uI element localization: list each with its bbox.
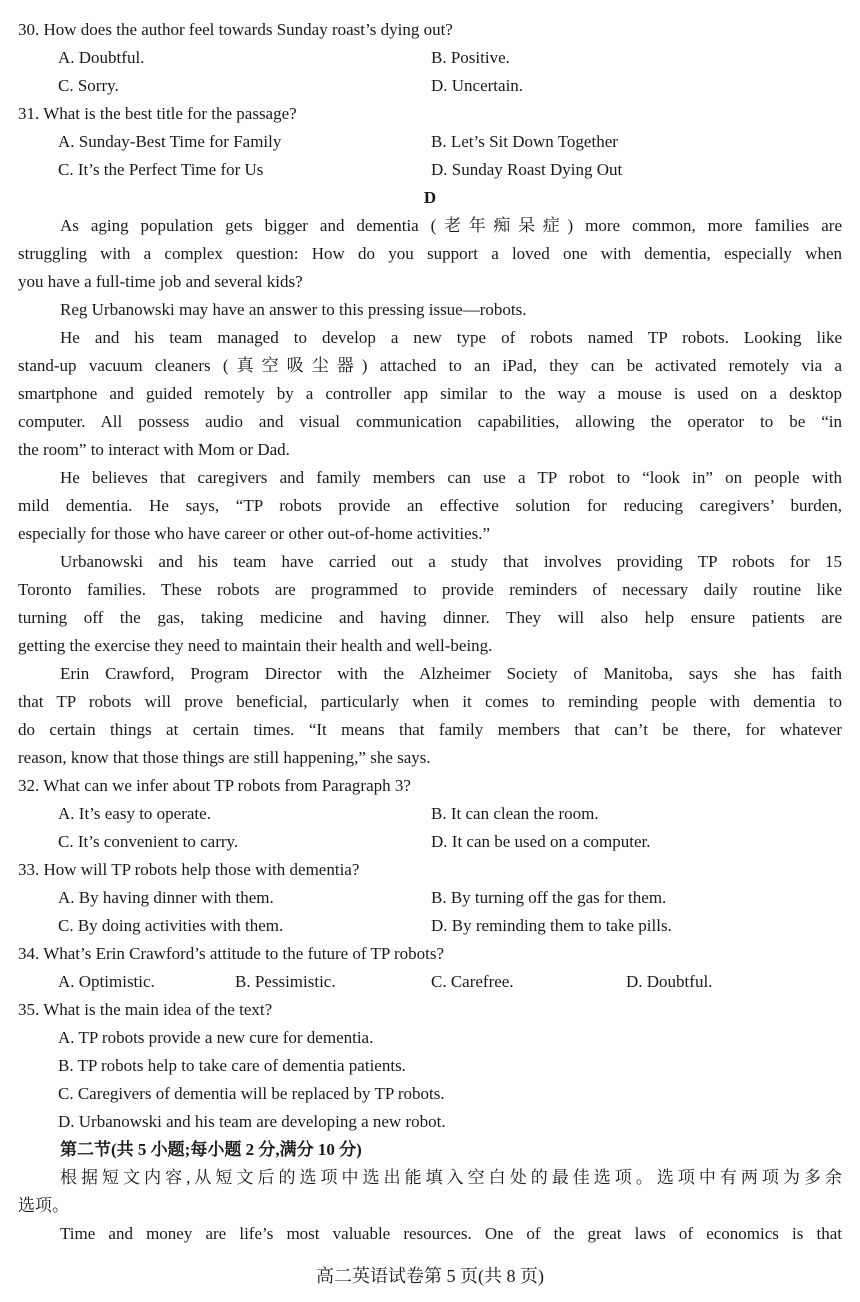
passage-line: stand-up vacuum cleaners (真空吸尘器) attached to an iPad, they can be activated remotely via a xyxy=(18,356,842,375)
section-label: D xyxy=(423,188,437,207)
q32-option-c: C. It’s convenient to carry. xyxy=(58,832,239,851)
q33-option-a: A. By having dinner with them. xyxy=(58,888,274,907)
q31-option-c: C. It’s the Perfect Time for Us xyxy=(58,160,264,179)
q33-option-c: C. By doing activities with them. xyxy=(58,916,284,935)
q34-option-c: C. Carefree. xyxy=(431,972,514,991)
passage-line: mild dementia. He says, “TP robots provide an effective solution for reducing caregivers’ burden, xyxy=(18,496,842,515)
section2-instruction: 根据短文内容,从短文后的选项中选出能填入空白处的最佳选项。选项中有两项为多余 xyxy=(60,1168,842,1187)
q31-stem: 31. What is the best title for the passage? xyxy=(18,104,297,123)
q32-stem: 32. What can we infer about TP robots from Paragraph 3? xyxy=(18,776,411,795)
passage-line: As aging population gets bigger and dementia (老年痴呆症) more common, more families are xyxy=(60,216,842,235)
q30-stem: 30. How does the author feel towards Sunday roast’s dying out? xyxy=(18,20,453,39)
passage-line: that TP robots will prove beneficial, particularly when it comes to reminding people with dementia to xyxy=(18,692,842,711)
q33-stem: 33. How will TP robots help those with dementia? xyxy=(18,860,360,879)
section2-heading: 第二节(共 5 小题;每小题 2 分,满分 10 分) xyxy=(60,1140,362,1159)
passage-line: reason, know that those things are still happening,” she says. xyxy=(18,748,431,767)
q31-option-d: D. Sunday Roast Dying Out xyxy=(431,160,623,179)
passage-line: turning off the gas, taking medicine and having dinner. They will also help ensure patients are xyxy=(18,608,842,627)
passage-line: computer. All possess audio and visual communication capabilities, allowing the operator to be “in xyxy=(18,412,842,431)
q32-option-d: D. It can be used on a computer. xyxy=(431,832,651,851)
passage-line: He and his team managed to develop a new type of robots named TP robots. Looking like xyxy=(60,328,842,347)
passage-line: struggling with a complex question: How do you support a loved one with dementia, especially when xyxy=(18,244,842,263)
passage-line: Toronto families. These robots are programmed to provide reminders of necessary daily routine like xyxy=(18,580,842,599)
passage-line: Reg Urbanowski may have an answer to this pressing issue—robots. xyxy=(60,300,527,319)
passage-line: you have a full-time job and several kids? xyxy=(18,272,303,291)
page-footer: 高二英语试卷第 5 页(共 8 页) xyxy=(316,1266,544,1286)
passage-line: especially for those who have career or other out-of-home activities.” xyxy=(18,524,491,543)
passage-line: He believes that caregivers and family members can use a TP robot to “look in” on people with xyxy=(60,468,842,487)
q32-option-b: B. It can clean the room. xyxy=(431,804,599,823)
passage-line: do certain things at certain times. “It means that family members that can’t be there, for whatever xyxy=(18,720,842,739)
q35-option-c: C. Caregivers of dementia will be replaced by TP robots. xyxy=(58,1084,445,1103)
passage-line: smartphone and guided remotely by a controller app similar to the way a mouse is used on a desktop xyxy=(18,384,842,403)
q31-option-a: A. Sunday-Best Time for Family xyxy=(58,132,282,151)
q31-option-b: B. Let’s Sit Down Together xyxy=(431,132,618,151)
q35-option-b: B. TP robots help to take care of dementia patients. xyxy=(58,1056,406,1075)
q34-option-d: D. Doubtful. xyxy=(626,972,713,991)
q30-option-a: A. Doubtful. xyxy=(58,48,145,67)
q32-option-a: A. It’s easy to operate. xyxy=(58,804,211,823)
q34-option-b: B. Pessimistic. xyxy=(235,972,336,991)
q30-option-d: D. Uncertain. xyxy=(431,76,524,95)
q35-option-d: D. Urbanowski and his team are developing a new robot. xyxy=(58,1112,446,1131)
q30-option-b: B. Positive. xyxy=(431,48,510,67)
q34-option-a: A. Optimistic. xyxy=(58,972,155,991)
q33-option-d: D. By reminding them to take pills. xyxy=(431,916,672,935)
passage-line: Urbanowski and his team have carried out a study that involves providing TP robots for 15 xyxy=(60,552,842,571)
passage-line: Erin Crawford, Program Director with the Alzheimer Society of Manitoba, says she has faith xyxy=(60,664,842,683)
q33-option-b: B. By turning off the gas for them. xyxy=(431,888,667,907)
q30-option-c: C. Sorry. xyxy=(58,76,119,95)
passage-line: getting the exercise they need to maintain their health and well-being. xyxy=(18,636,493,655)
passage-line: the room” to interact with Mom or Dad. xyxy=(18,440,290,459)
q35-stem: 35. What is the main idea of the text? xyxy=(18,1000,273,1019)
q35-option-a: A. TP robots provide a new cure for dementia. xyxy=(58,1028,374,1047)
q34-stem: 34. What’s Erin Crawford’s attitude to the future of TP robots? xyxy=(18,944,445,963)
section2-instruction: 选项。 xyxy=(18,1196,69,1215)
next-passage-line: Time and money are life’s most valuable resources. One of the great laws of economics is that xyxy=(60,1224,842,1243)
